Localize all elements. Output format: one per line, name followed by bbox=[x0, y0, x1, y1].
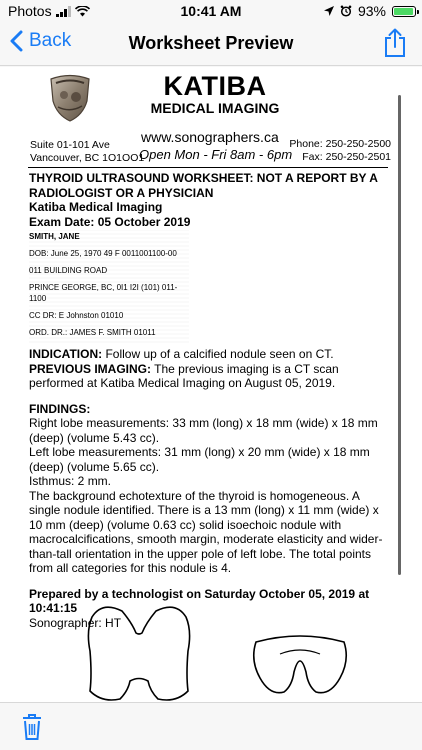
clinic-fax: Fax: 250-250-2501 bbox=[302, 151, 391, 163]
facility-name: Katiba Medical Imaging bbox=[29, 200, 163, 214]
navigation-bar bbox=[0, 22, 422, 66]
worksheet-document[interactable] bbox=[0, 67, 422, 702]
clinic-hours: Open Mon - Fri 8am - 6pm bbox=[139, 147, 293, 162]
status-right bbox=[324, 3, 416, 19]
location-icon bbox=[324, 6, 334, 17]
sonographer: Sonographer: HT bbox=[29, 615, 122, 630]
previous-imaging-label: PREVIOUS IMAGING: bbox=[29, 361, 152, 376]
address-line-1: Suite 01-101 Ave bbox=[30, 139, 110, 151]
patient-dob: DOB: June 25, 1970 49 F 0011001100-00 bbox=[29, 249, 177, 258]
thyroid-frontal-diagram bbox=[84, 603, 194, 702]
share-icon bbox=[384, 28, 406, 58]
trash-icon bbox=[22, 713, 42, 741]
status-bar bbox=[0, 0, 422, 22]
ordering-doctor: ORD. DR.: JAMES F. SMITH 01011 bbox=[29, 328, 156, 337]
brand-subtitle: MEDICAL IMAGING bbox=[150, 100, 280, 116]
previous-imaging-text: The previous imaging is a CT scan performed at Katiba Medical Imaging on August 05, 2019. bbox=[29, 361, 339, 390]
status-carrier: Photos bbox=[8, 3, 52, 19]
indication bbox=[29, 347, 391, 362]
previous-imaging bbox=[29, 362, 391, 391]
share-button[interactable] bbox=[384, 28, 406, 63]
cc-doctor: CC DR: E Johnston 01010 bbox=[29, 311, 124, 320]
document-scrollbar[interactable] bbox=[398, 95, 401, 575]
address-line-2: Vancouver, BC 1O1OO1 bbox=[30, 152, 145, 164]
indication-text: Follow up of a calcified nodule seen on CT. bbox=[102, 347, 334, 361]
page-title: Worksheet Preview bbox=[128, 33, 294, 53]
brand-name: KATIBA bbox=[163, 71, 267, 101]
bottom-toolbar bbox=[0, 702, 422, 750]
status-time: 10:41 AM bbox=[180, 3, 242, 19]
battery-percent: 93% bbox=[357, 3, 386, 19]
thyroid-transverse-diagram bbox=[250, 634, 350, 698]
isthmus-measurement: Isthmus: 2 mm. bbox=[29, 474, 112, 488]
report-title: THYROID ULTRASOUND WORKSHEET: NOT A REPORT BY A RADIOLOGIST OR A PHYSICIAN bbox=[29, 171, 378, 200]
patient-address-2: PRINCE GEORGE, BC, 0I1 I2I (101) 011-1100 bbox=[29, 283, 178, 303]
header-divider bbox=[28, 167, 388, 168]
brand bbox=[150, 71, 280, 116]
alarm-icon bbox=[340, 5, 352, 17]
right-lobe-measurements: Right lobe measurements: 33 mm (long) x 18 mm (wide) x 18 mm (deep) (volume 5.43 cc). bbox=[29, 416, 378, 445]
patient-name: SMITH, JANE bbox=[29, 232, 80, 241]
delete-button[interactable] bbox=[22, 713, 42, 746]
findings-label: FINDINGS: bbox=[29, 401, 91, 416]
patient-address-1: 011 BUILDING ROAD bbox=[29, 266, 108, 275]
prepared-by: Prepared by a technologist on Saturday October 05, 2019 at 10:41:15 bbox=[29, 586, 370, 615]
report-body bbox=[29, 171, 391, 630]
shield-crest-icon bbox=[46, 73, 94, 123]
back-label: Back bbox=[29, 30, 72, 51]
indication-label: INDICATION: bbox=[29, 347, 103, 361]
clinic-phone: Phone: 250-250-2500 bbox=[289, 138, 391, 150]
battery-icon bbox=[392, 6, 416, 17]
clinic-contacts bbox=[286, 138, 391, 164]
clinic-address bbox=[30, 139, 144, 165]
exam-date: Exam Date: 05 October 2019 bbox=[29, 214, 191, 229]
echotexture-description: The background echotexture of the thyroid is homogeneous. A single nodule identified. There is a 13 mm (long) x 11 mm (wide) x 10 mm (deep) (volume 0.63 cc) solid isoechoic nodule with macrocalcifications, smooth margin, moderate elasticity and wider-than-tall orientation in the upper pole of left lobe. The total points from all categories for this nodule is 4. bbox=[29, 488, 383, 575]
patient-label bbox=[29, 230, 189, 343]
clinic-website: www.sonographers.ca bbox=[141, 129, 279, 145]
left-lobe-measurements: Left lobe measurements: 31 mm (long) x 20 mm (wide) x 18 mm (deep) (volume 5.65 cc). bbox=[29, 445, 370, 474]
